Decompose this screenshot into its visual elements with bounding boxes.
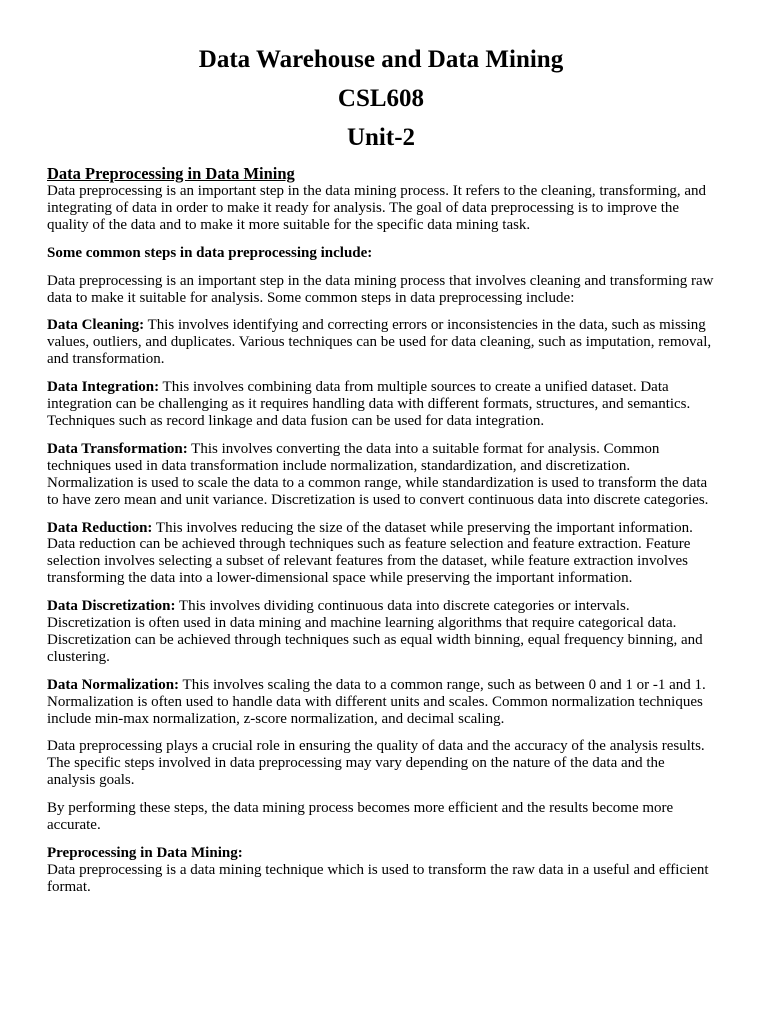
step-data-reduction [47,520,715,588]
preprocessing-paragraph: Data preprocessing is a data mining technique which is used to transform the raw data in a useful and efficient format. [47,861,709,895]
preprocessing-heading: Preprocessing in Data Mining: [47,845,243,861]
steps-intro-paragraph: Data preprocessing is an important step in the data mining process that involves cleaning and transforming raw data to make it suitable for analysis. Some common steps in data preprocessing include: [47,272,714,306]
step-text: This involves converting the data into a suitable format for analysis. Common techniques used in data transformation include normalization, standardization, and discretization. Normalization is used to scale the data to a common range, while standardization is used to transform the data to have zero mean and unit variance. Discretization is used to convert continuous data into discrete categories. [47,440,709,508]
step-data-transformation [47,441,715,509]
section-heading: Data Preprocessing in Data Mining [47,164,295,183]
closing-paragraph-efficiency: By performing these steps, the data mining process becomes more efficient and the results become more accurate. [47,800,674,834]
closing-paragraph-role: Data preprocessing plays a crucial role in ensuring the quality of data and the accuracy of the analysis results. The specific steps involved in data preprocessing may vary depending on the nature of the data and the analysis goals. [47,738,705,789]
document-page [47,40,715,896]
step-text: This involves reducing the size of the dataset while preserving the important information. Data reduction can be achieved through techniques such as feature selection and feature extraction. Feature selection involves selecting a subset of relevant features from the dataset, while feature extraction involves transforming the data into a lower-dimensional space while preserving the important information. [47,519,693,587]
intro-paragraph: Data preprocessing is an important step in the data mining process. It refers to the cleaning, transforming, and integrating of data in order to make it ready for analysis. The goal of data preprocessing is to improve the quality of the data and to make it more suitable for the specific data mining task. [47,183,706,233]
step-term: Data Integration: [47,379,160,396]
step-data-cleaning [47,317,715,368]
step-text: This involves dividing continuous data into discrete categories or intervals. Discretization is often used in data mining and machine learning algorithms that require categorical data. Discretization can be achieved through techniques such as equal width binning, equal frequency binning, and clustering. [47,598,703,665]
unit-label: Unit-2 [346,124,416,151]
step-text: This involves scaling the data to a common range, such as between 0 and 1 or -1 and 1. Normalization is often used to handle data with different units and scales. Common normalization techniques include min-max normalization, z-score normalization, and decimal scaling. [47,676,706,727]
step-text: This involves identifying and correcting errors or inconsistencies in the data, such as missing values, outliers, and duplicates. Various techniques can be used for data cleaning, such as imputation, removal, and transformation. [47,317,712,368]
step-term: Data Normalization: [47,676,180,693]
course-code: CSL608 [337,85,425,112]
step-term: Data Transformation: [47,440,188,457]
step-term: Data Cleaning: [47,317,145,334]
steps-heading: Some common steps in data preprocessing include: [47,244,373,261]
step-text: This involves combining data from multiple sources to create a unified dataset. Data integration can be challenging as it requires handling data with different formats, structures, and semantics. Techniques such as record linkage and data fusion can be used for data integration. [47,379,691,429]
document-title: Data Warehouse and Data Mining [198,46,564,73]
step-data-integration [47,379,715,430]
step-term: Data Reduction: [47,519,153,536]
step-data-normalization [47,677,715,728]
step-term: Data Discretization: [47,598,176,615]
step-data-discretization [47,598,715,666]
